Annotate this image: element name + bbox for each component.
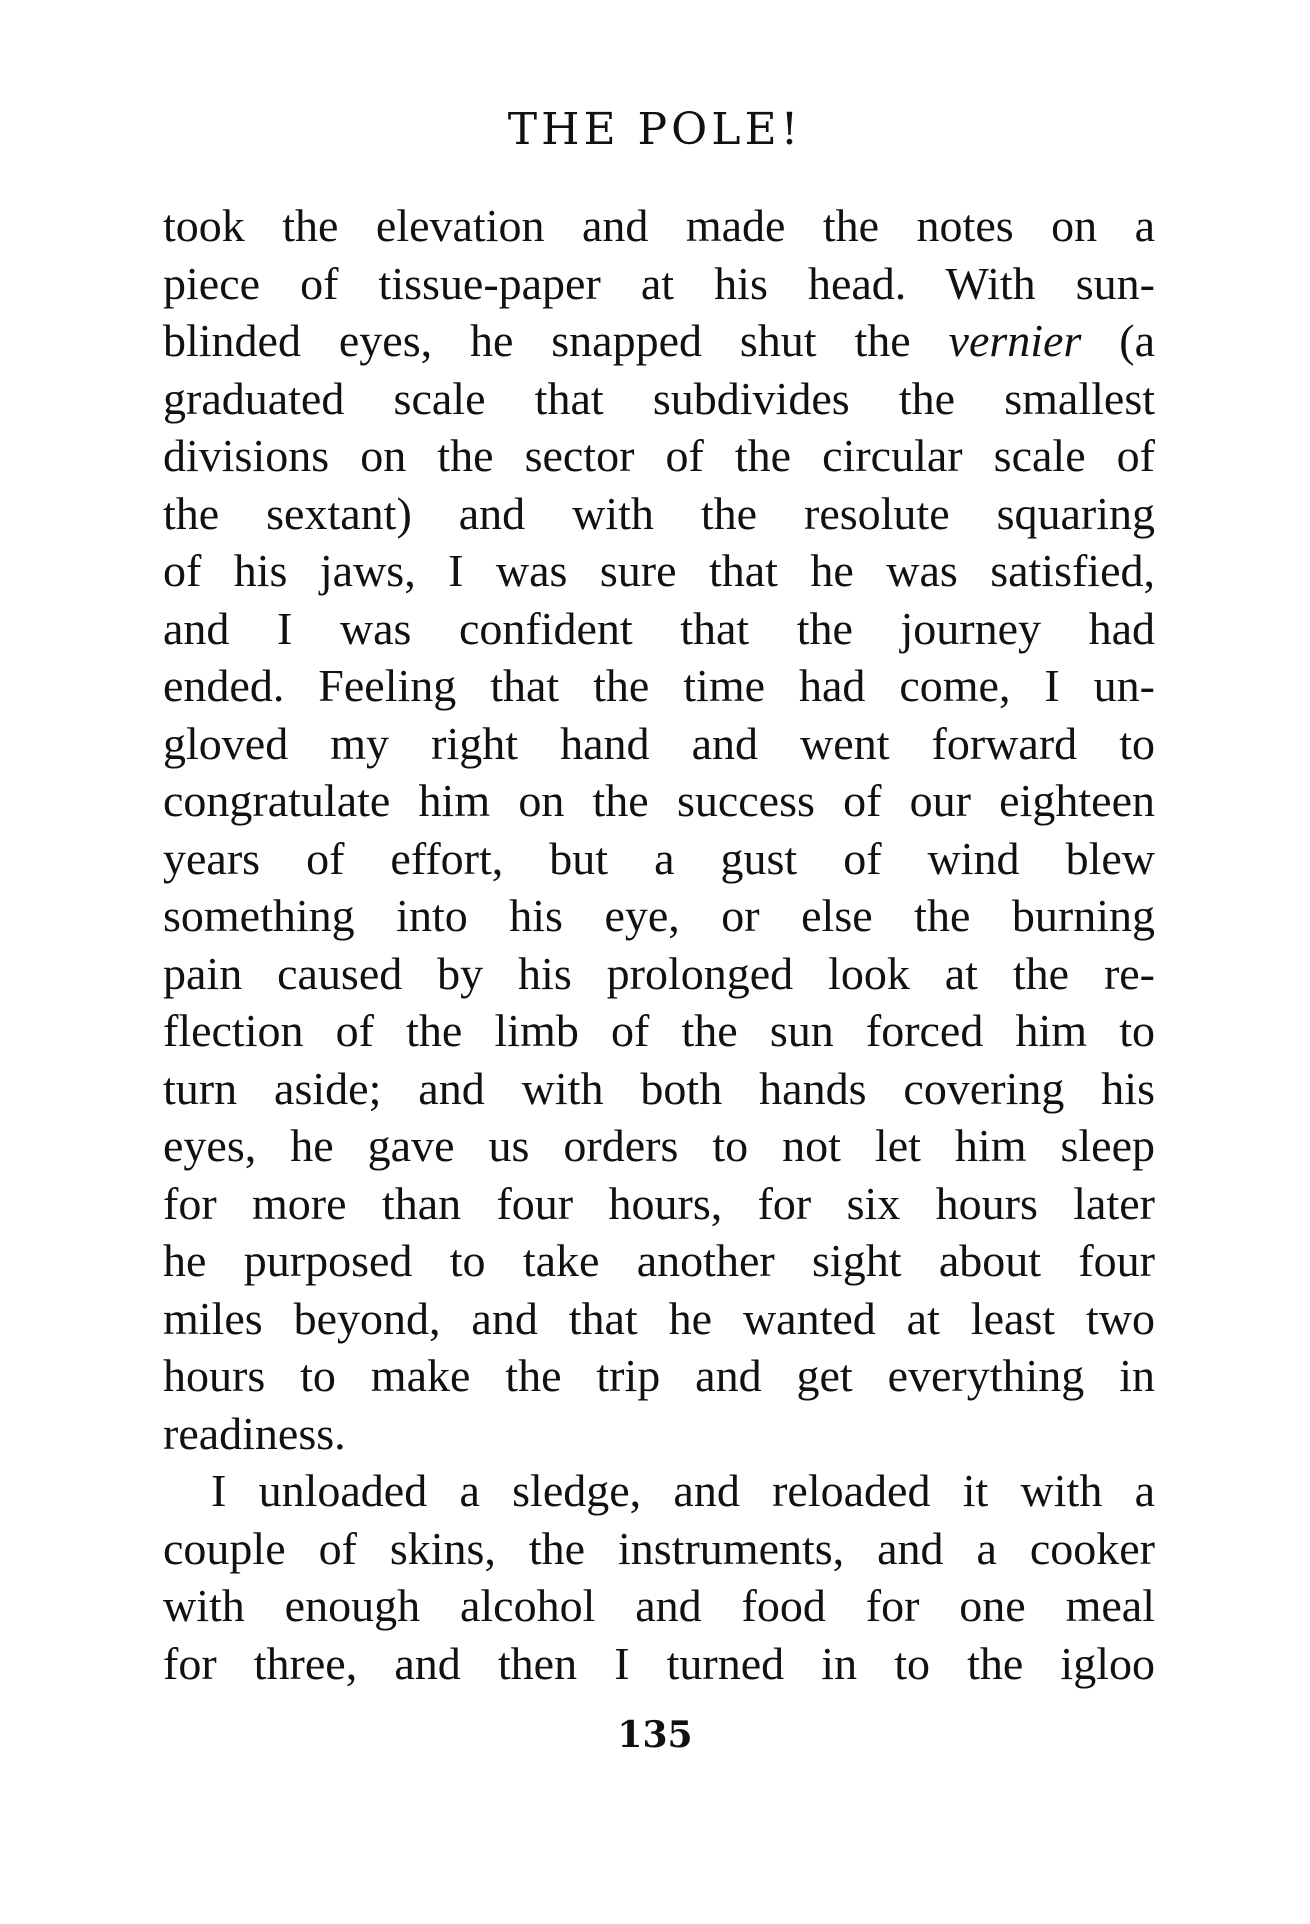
text-line: he purposed to take another sight about four xyxy=(163,1235,1155,1286)
text-line: readiness. xyxy=(163,1407,346,1459)
text-line: turn aside; and with both hands covering his xyxy=(163,1062,1155,1114)
text-line: gloved my right hand and went forward to xyxy=(163,717,1155,769)
text-line: blinded eyes, he snapped shut the vernier (a xyxy=(163,315,1155,366)
text-line: ended. Feeling that the time had come, I un- xyxy=(163,660,1155,711)
text-line: I unloaded a sledge, and reloaded it with a xyxy=(211,1465,1155,1516)
text-line: hours to make the trip and get everything in xyxy=(163,1350,1155,1401)
body-text xyxy=(163,197,1155,1692)
text-line: for more than four hours, for six hours later xyxy=(163,1177,1155,1229)
text-line: with enough alcohol and food for one meal xyxy=(163,1580,1155,1631)
text-line: couple of skins, the instruments, and a cooker xyxy=(163,1522,1155,1574)
text-line: years of effort, but a gust of wind blew xyxy=(163,832,1155,884)
text-line: piece of tissue-paper at his head. With sun- xyxy=(163,257,1155,309)
paragraph-1 xyxy=(163,197,1155,1462)
text-line: something into his eye, or else the burning xyxy=(163,890,1155,941)
paragraph-2 xyxy=(163,1462,1155,1692)
text-line: miles beyond, and that he wanted at least two xyxy=(163,1292,1155,1344)
text-line: eyes, he gave us orders to not let him sleep xyxy=(163,1120,1155,1171)
page-number: 135 xyxy=(617,1714,693,1756)
text-line: congratulate him on the success of our eighteen xyxy=(163,775,1155,826)
italic-term: vernier xyxy=(948,315,1082,366)
text-line: pain caused by his prolonged look at the re- xyxy=(163,947,1155,999)
text-line: for three, and then I turned in to the igloo xyxy=(163,1637,1155,1689)
text-line: took the elevation and made the notes on a xyxy=(163,200,1155,251)
text-line: of his jaws, I was sure that he was satisfied, xyxy=(163,545,1155,596)
text-line: flection of the limb of the sun forced him to xyxy=(163,1005,1155,1056)
text-line: graduated scale that subdivides the smallest xyxy=(163,372,1155,424)
running-head: THE POLE! xyxy=(507,104,803,155)
text-line: and I was confident that the journey had xyxy=(163,602,1155,654)
text-line: divisions on the sector of the circular scale of xyxy=(163,430,1155,481)
text-line: the sextant) and with the resolute squaring xyxy=(163,487,1155,539)
